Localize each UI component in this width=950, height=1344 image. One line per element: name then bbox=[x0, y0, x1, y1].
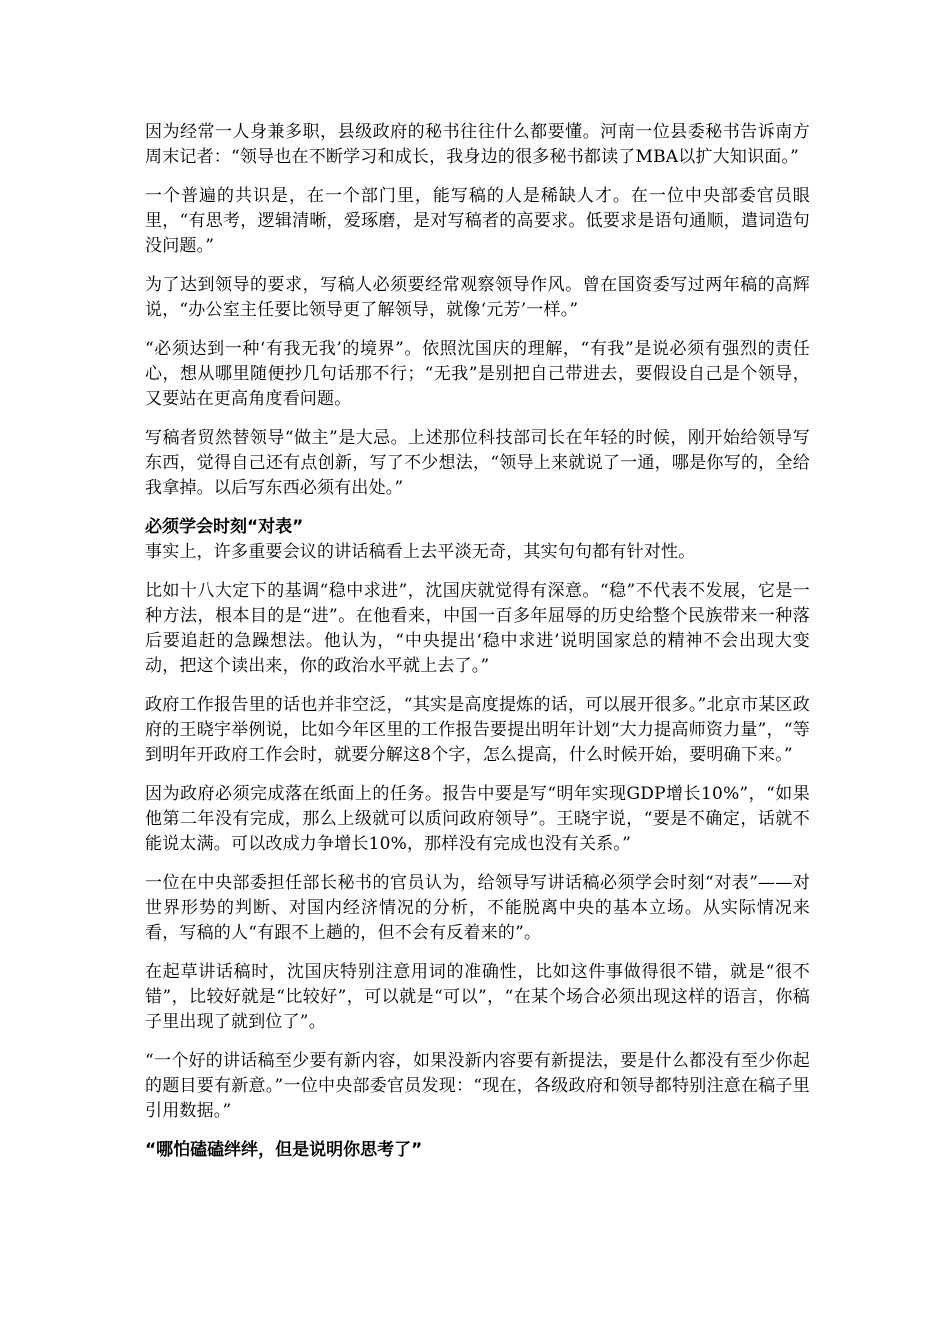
section-heading-2: “哪怕磕磕绊绊，但是说明你思考了” bbox=[145, 1140, 423, 1160]
paragraph-1: 因为经常一人身兼多职，县级政府的秘书往往什么都要懂。河南一位县委秘书告诉南方周末记者：“领导也在不断学习和成长，我身边的很多秘书都读了MBA以扩大知识面。” bbox=[145, 122, 810, 167]
paragraph-3: 为了达到领导的要求，写稿人必须要经常观察领导作风。曾在国资委写过两年稿的高辉说，“办公室主任要比领导更了解领导，就像‘元芳’一样。” bbox=[145, 275, 810, 320]
document-page bbox=[145, 120, 810, 1177]
paragraph-6: 事实上，许多重要会议的讲话稿看上去平淡无奇，其实句句都有针对性。 bbox=[145, 542, 696, 562]
paragraph-11: 在起草讲话稿时，沈国庆特别注意用词的准确性，比如这件事做得很不错，就是“很不错”，比较好就是“比较好”，可以就是“可以”，“在某个场合必须出现这样的语言，你稿子里出现了就到位了”。 bbox=[145, 962, 810, 1032]
paragraph-7: 比如十八大定下的基调“稳中求进”，沈国庆就觉得有深意。“稳”不代表不发展，它是一种方法，根本目的是“进”。在他看来，中国一百多年屈辱的历史给整个民族带来一种落后要追赶的急躁想法。他认为，“中央提出‘稳中求进’说明国家总的精神不会出现大变动，把这个读出来，你的政治水平就上去了。” bbox=[145, 581, 810, 676]
paragraph-5: 写稿者贸然替领导“做主”是大忌。上述那位科技部司长在年轻的时候，刚开始给领导写东西，觉得自己还有点创新，写了不少想法，“领导上来就说了一通，哪是你写的，全给我拿掉。以后写东西必须有出处。” bbox=[145, 428, 810, 498]
paragraph-12: “一个好的讲话稿至少要有新内容，如果没新内容要有新提法，要是什么都没有至少你起的题目要有新意。”一位中央部委官员发现：“现在，各级政府和领导都特别注意在稿子里引用数据。” bbox=[145, 1051, 810, 1121]
paragraph-10: 一位在中央部委担任部长秘书的官员认为，给领导写讲话稿必须学会时刻“对表”——对世界形势的判断、对国内经济情况的分析，不能脱离中央的基本立场。从实际情况来看，写稿的人“有跟不上趟的，但不会有反着来的”。 bbox=[145, 873, 810, 943]
paragraph-8: 政府工作报告里的话也并非空泛，“其实是高度提炼的话，可以展开很多。”北京市某区政府的王晓宇举例说，比如今年区里的工作报告要提出明年计划“大力提高师资力量”，“等到明年开政府工作会时，就要分解这8个字，怎么提高，什么时候开始，要明确下来。” bbox=[145, 695, 810, 765]
paragraph-4: “必须达到一种‘有我无我’的境界”。依照沈国庆的理解，“有我”是说必须有强烈的责任心，想从哪里随便抄几句话那不行；“无我”是别把自己带进去，要假设自己是个领导，又要站在更高角度看问题。 bbox=[145, 339, 810, 409]
paragraph-9: 因为政府必须完成落在纸面上的任务。报告中要是写“明年实现GDP增长10%”，“如果他第二年没有完成，那么上级就可以质问政府领导”。王晓宇说，“要是不确定，话就不能说太满。可以改成力争增长10%，那样没有完成也没有关系。” bbox=[145, 784, 810, 854]
section-heading-1: 必须学会时刻“对表” bbox=[145, 517, 304, 537]
paragraph-2: 一个普遍的共识是，在一个部门里，能写稿的人是稀缺人才。在一位中央部委官员眼里，“有思考，逻辑清晰，爱琢磨，是对写稿者的高要求。低要求是语句通顺，遣词造句没问题。” bbox=[145, 186, 810, 256]
